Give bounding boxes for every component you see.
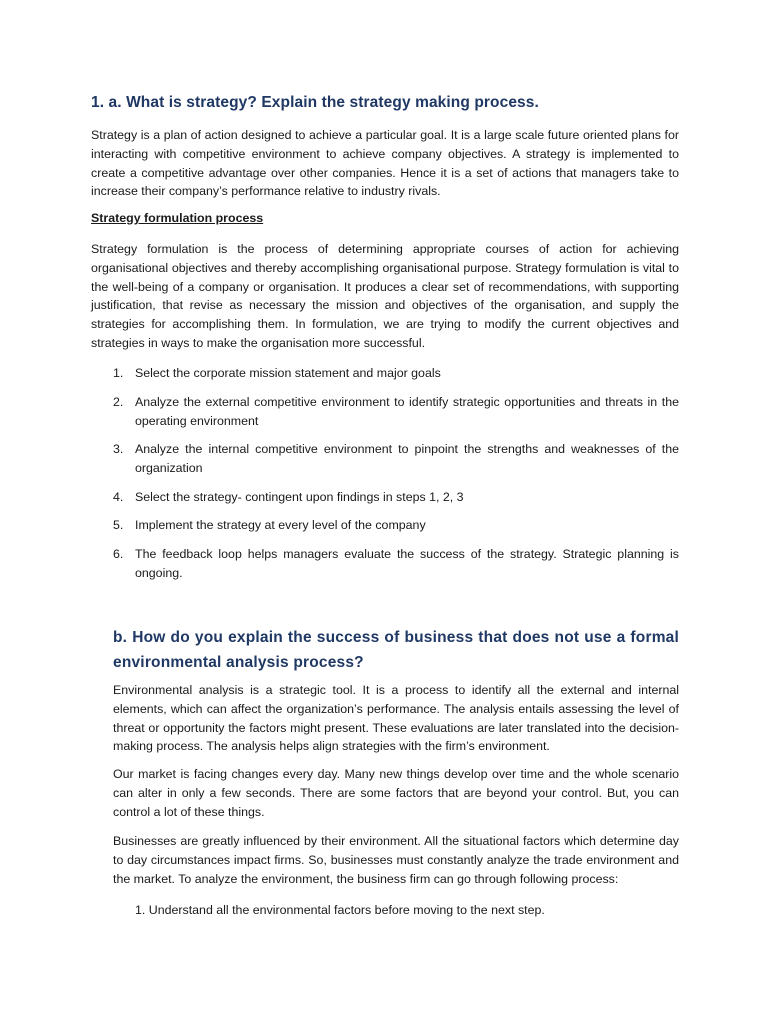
list-item-text: Select the strategy- contingent upon findings in steps 1, 2, 3	[135, 489, 464, 504]
list-item	[113, 488, 679, 507]
environmental-analysis-paragraph: Environmental analysis is a strategic tool. It is a process to identify all the external and internal elements, which can affect the organization’s performance. The analysis entails assessing the level of threat or opportunity the factors might present. These evaluations are later translated into the decision-making process. The analysis helps align strategies with the firm’s environment.	[113, 683, 679, 754]
list-item	[113, 545, 679, 583]
list-item-number: 2.	[113, 394, 124, 409]
list-item	[113, 516, 679, 535]
list-item	[113, 393, 679, 431]
list-item-text: Analyze the external competitive environment to identify strategic opportunities and threats in the operating environment	[135, 394, 679, 428]
business-environment-paragraph: Businesses are greatly influenced by their environment. All the situational factors which determine day to day circumstances impact firms. So, businesses must constantly analyze the trade environment and the market. To analyze the environment, the business firm can go through following process:	[113, 834, 679, 886]
process-step-item: 1. Understand all the environmental factors before moving to the next step.	[135, 903, 545, 917]
strategy-steps-list	[113, 364, 679, 592]
strategy-formulation-paragraph: Strategy formulation is the process of determining appropriate courses of action for achieving organisational objectives and thereby accomplishing organisational purpose. Strategy formulation is vital to the well-being of a company or organisation. It produces a clear set of recommendations, with supporting justification, that revise as necessary the mission and objectives of the organisation, and supply the strategies for accomplishing them. In formulation, we are trying to modify the current objectives and strategies in ways to make the organisation more successful.	[91, 242, 679, 350]
list-item-number: 4.	[113, 489, 124, 504]
list-item-number: 3.	[113, 442, 124, 456]
market-changes-paragraph: Our market is facing changes every day. Many new things develop over time and the whole scenario can alter in only a few seconds. There are some factors that are beyond your control. But, you can control a lot of these things.	[113, 767, 679, 819]
list-item-number: 6.	[113, 546, 124, 561]
list-item-text: Analyze the internal competitive environment to pinpoint the strengths and weaknesses of the organization	[135, 442, 679, 475]
list-item-text: Implement the strategy at every level of the company	[135, 518, 426, 532]
list-item-number: 1.	[113, 366, 124, 380]
list-item-text: The feedback loop helps managers evaluate the success of the strategy. Strategic planning is ongoing.	[135, 546, 679, 580]
section-b-heading: b. How do you explain the success of business that does not use a formal environmental analysis process?	[113, 629, 679, 671]
list-item	[113, 440, 679, 478]
list-item-text: Select the corporate mission statement and major goals	[135, 366, 441, 380]
strategy-formulation-subheading: Strategy formulation process	[91, 211, 264, 225]
section-a-heading: 1. a. What is strategy? Explain the strategy making process.	[91, 94, 539, 111]
list-item-number: 5.	[113, 518, 124, 532]
strategy-definition-paragraph: Strategy is a plan of action designed to achieve a particular goal. It is a large scale future oriented plans for interacting with competitive environment to achieve company objectives. A strategy is implemented to create a competitive advantage over other companies. Hence it is a set of actions that managers take to increase their company’s performance relative to industry rivals.	[91, 128, 679, 199]
list-item	[113, 364, 679, 383]
